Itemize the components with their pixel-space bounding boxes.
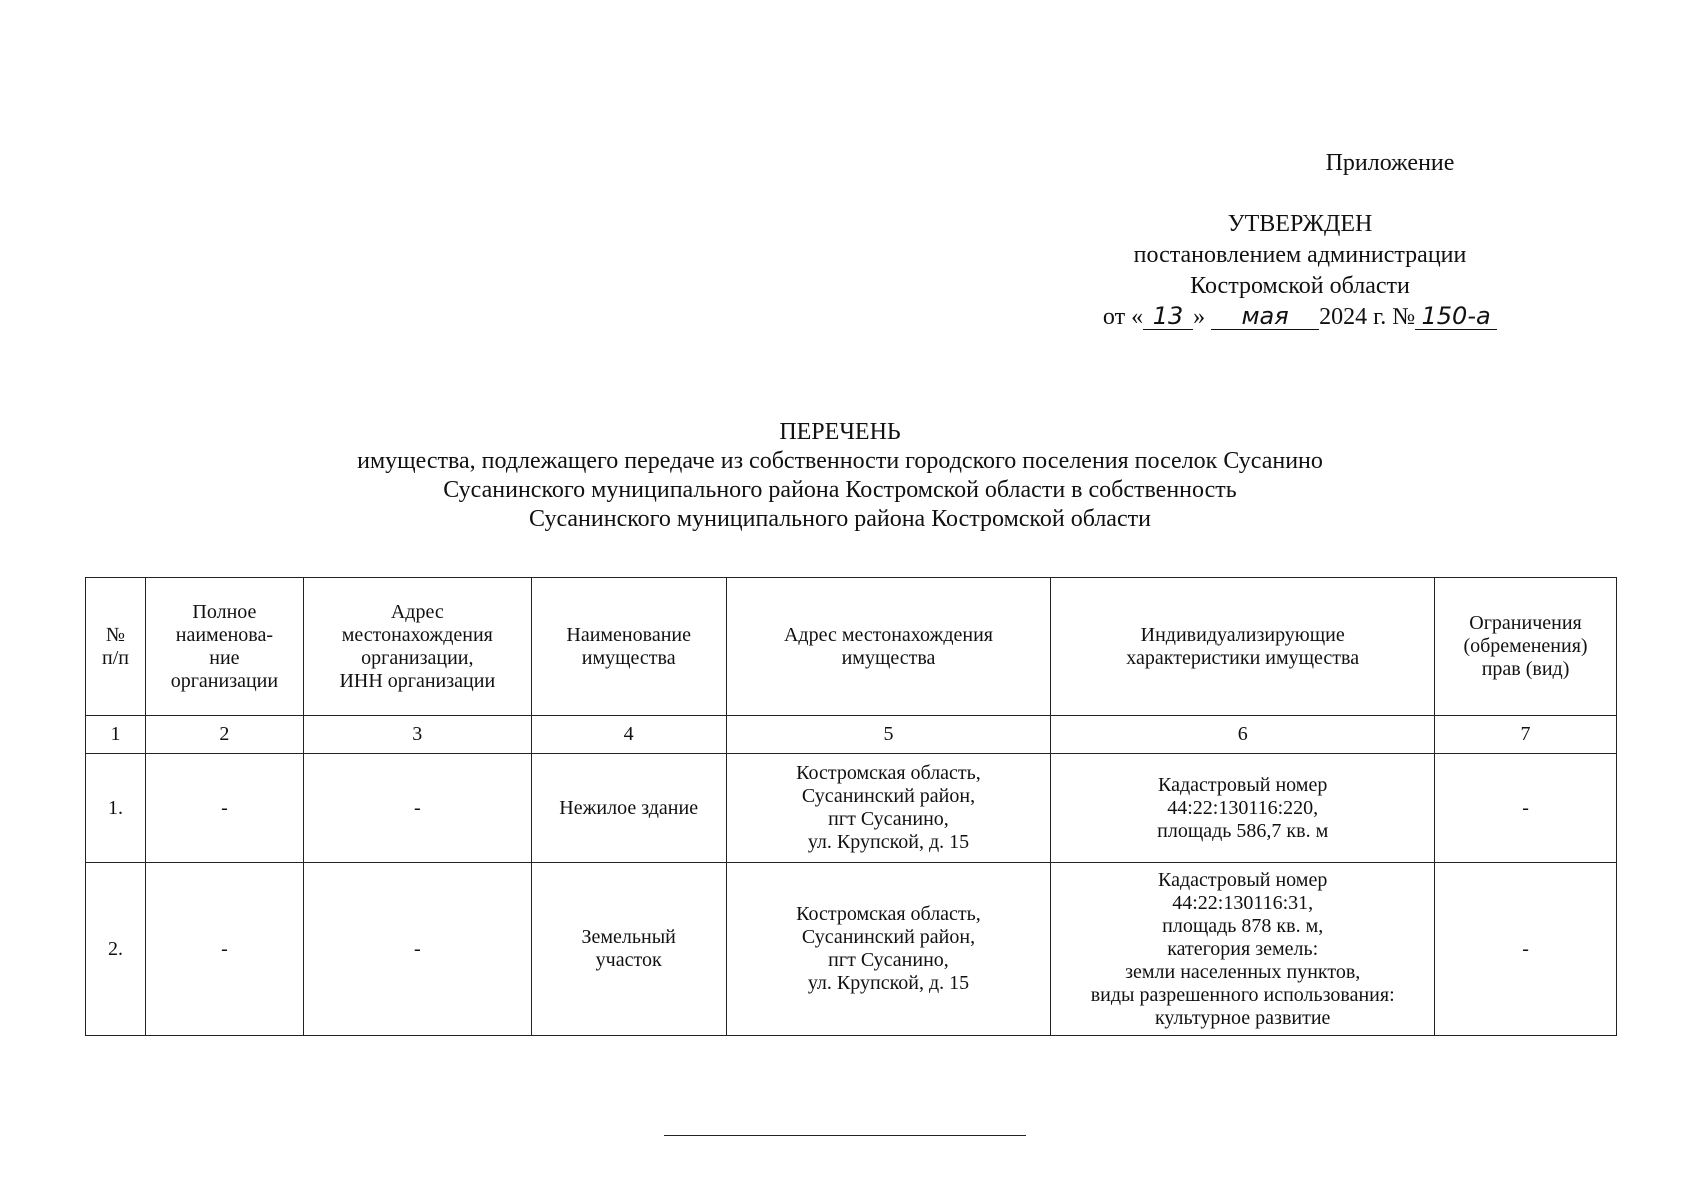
date-day-handwritten: 13 [1143,303,1193,330]
end-separator-line [664,1135,1026,1136]
table-cell: - [145,754,303,863]
table-cell: - [145,863,303,1036]
table-cell: Нежилое здание [531,754,726,863]
table-header-row [86,578,1617,716]
header-cell: Адрес местонахождения имущества [726,578,1051,716]
date-month-handwritten: мая [1211,303,1319,330]
title-heading: ПЕРЕЧЕНЬ [779,419,901,445]
header-cell: Индивидуализирующие характеристики имущества [1051,578,1435,716]
table-cell: 2. [86,863,146,1036]
doc-number-handwritten: 150-а [1415,303,1497,330]
title-subheading: имущества, подлежащего передаче из собственности городского поселения поселок Сусанино Сусанинского муниципального района Костромской области в собственность Сусанинского муниципального района Костромской области [357,448,1323,532]
approval-block [1060,148,1540,333]
approval-date-line [1060,302,1540,333]
table-cell: - [1435,754,1617,863]
table-cell: 1. [86,754,146,863]
table-cell: Земельный участок [531,863,726,1036]
column-number-cell: 6 [1051,716,1435,754]
approval-authority-line1: постановлением администрации [1133,242,1467,268]
table-row [86,863,1617,1036]
table-cell: - [303,754,531,863]
table-cell: - [1435,863,1617,1036]
table-cell: Кадастровый номер 44:22:130116:31, площадь 878 кв. м, категория земель: земли населенных пунктов, виды разрешенного использования: культурное развитие [1051,863,1435,1036]
header-cell: № п/п [86,578,146,716]
table-cell: - [303,863,531,1036]
date-prefix: от « [1102,304,1144,330]
column-number-cell: 7 [1435,716,1617,754]
header-cell: Полное наименова- ние организации [145,578,303,716]
document-title [140,418,1540,534]
column-number-cell: 2 [145,716,303,754]
column-number-cell: 4 [531,716,726,754]
table-cell: Кадастровый номер 44:22:130116:220, площадь 586,7 кв. м [1051,754,1435,863]
header-cell: Наименование имущества [531,578,726,716]
column-number-cell: 5 [726,716,1051,754]
table-row [86,754,1617,863]
approval-authority-line2: Костромской области [1190,273,1410,299]
column-number-row [86,716,1617,754]
column-number-cell: 1 [86,716,146,754]
date-mid: » [1193,304,1206,330]
table-cell: Костромская область, Сусанинский район, пгт Сусанино, ул. Крупской, д. 15 [726,863,1051,1036]
approved-label: УТВЕРЖДЕН [1227,211,1373,237]
table-cell: Костромская область, Сусанинский район, пгт Сусанино, ул. Крупской, д. 15 [726,754,1051,863]
date-year: 2024 г. № [1319,304,1416,330]
header-cell: Адрес местонахождения организации, ИНН организации [303,578,531,716]
property-table [85,577,1617,1036]
appendix-label: Приложение [1325,150,1455,176]
header-cell: Ограничения (обременения) прав (вид) [1435,578,1617,716]
column-number-cell: 3 [303,716,531,754]
